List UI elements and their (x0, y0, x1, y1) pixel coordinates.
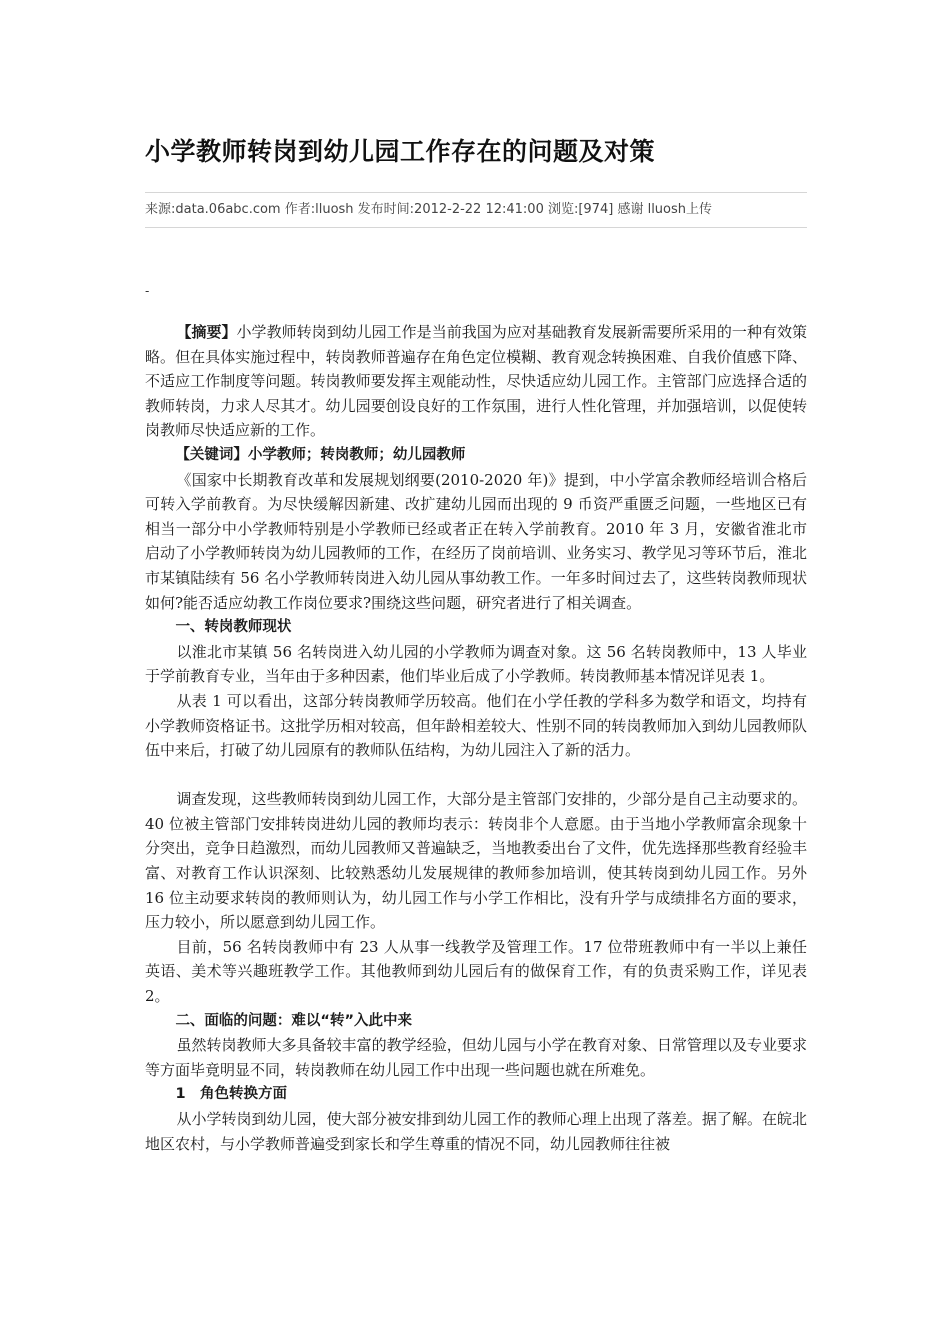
article-meta-bar: 来源:data.06abc.com 作者:lluosh 发布时间:2012-2-22 12:41:00 浏览:[974] 感谢 lluosh上传 (145, 192, 807, 228)
article-title: 小学教师转岗到幼儿园工作存在的问题及对策 (145, 137, 656, 166)
section-heading-1: 一、转岗教师现状 (175, 619, 292, 636)
subsection-heading-2-1: 1 角色转换方面 (175, 1086, 288, 1103)
section-heading-2: 二、面临的问题：难以“转”入此中来 (175, 1012, 412, 1029)
keywords-line: 【关键词】小学教师；转岗教师；幼儿园教师 (175, 446, 466, 463)
body-paragraph: 目前，56 名转岗教师中有 23 人从事一线教学及管理工作。17 位带班教师中有一半以上兼任英语、美术等兴趣班教学工作。其他教师到幼儿园后有的做保育工作，有的负责采购工作，详见表 2。 (145, 937, 807, 1006)
body-paragraph: 从小学转岗到幼儿园，使大部分被安排到幼儿园工作的教师心理上出现了落差。据了解。在皖北地区农村，与小学教师普遍受到家长和学生尊重的情况不同，幼儿园教师往往被 (145, 1110, 807, 1153)
abstract-text: 小学教师转岗到幼儿园工作是当前我国为应对基础教育发展新需要所采用的一种有效策略。但在具体实施过程中，转岗教师普遍存在角色定位模糊、教育观念转换困难、自我价值感下降、不适应工作制度等问题。转岗教师要发挥主观能动性，尽快适应幼儿园工作。主管部门应选择合适的教师转岗，力求人尽其才。幼儿园要创设良好的工作氛围，进行人性化管理，并加强培训，以促使转岗教师尽快适应新的工作。 (145, 323, 807, 440)
separator-mark: - (145, 284, 150, 298)
body-paragraph: 调查发现，这些教师转岗到幼儿园工作，大部分是主管部门安排的，少部分是自己主动要求的。40 位被主管部门安排转岗进幼儿园的教师均表示：转岗非个人意愿。由于当地小学教师富余现象十分突出，竞争日趋激烈，而幼儿园教师又普遍缺乏，当地教委出台了文件，优先选择那些教育经验丰富、对教育工作认识深刻、比较熟悉幼儿发展规律的教师参加培训，使其转岗到幼儿园工作。另外 16 位主动要求转岗的教师则认为，幼儿园工作与小学工作相比，没有升学与成绩排名方面的要求，压力较小，所以愿意到幼儿园工作。 (145, 790, 807, 932)
body-paragraph: 虽然转岗教师大多具备较丰富的教学经验，但幼儿园与小学在教育对象、日常管理以及专业要求等方面毕竟明显不同，转岗教师在幼儿园工作中出现一些问题也就在所难免。 (145, 1036, 807, 1079)
intro-paragraph: 《国家中长期教育改革和发展规划纲要(2010-2020 年)》提到，中小学富余教师经培训合格后可转入学前教育。为尽快缓解因新建、改扩建幼儿园而出现的 9 币资严重匮乏问题，一些地区已有相当一部分中小学教师特别是小学教师已经或者正在转入学前教育。2010 年 3 月，安徽省淮北市启动了小学教师转岗为幼儿园教师的工作，在经历了岗前培训、业务实习、教学见习等环节后，淮北市某镇陆续有 56 名小学教师转岗进入幼儿园从事幼教工作。一年多时间过去了，这些转岗教师现状如何?能否适应幼教工作岗位要求?围绕这些问题，研究者进行了相关调查。 (145, 470, 807, 612)
abstract-label: 【摘要】 (176, 323, 237, 341)
body-paragraph: 以淮北市某镇 56 名转岗进入幼儿园的小学教师为调查对象。这 56 名转岗教师中，13 人毕业于学前教育专业，当年由于多种因素，他们毕业后成了小学教师。转岗教师基本情况详见表 1。 (145, 642, 807, 686)
abstract-paragraph (145, 320, 807, 443)
body-paragraph: 从表 1 可以看出，这部分转岗教师学历较高。他们在小学任教的学科多为数学和语文，均持有小学教师资格证书。这批学历相对较高，但年龄相差较大、性别不同的转岗教师加入到幼儿园教师队伍中来后，打破了幼儿园原有的教师队伍结构，为幼儿园注入了新的活力。 (145, 691, 807, 760)
article-body (145, 320, 807, 1156)
